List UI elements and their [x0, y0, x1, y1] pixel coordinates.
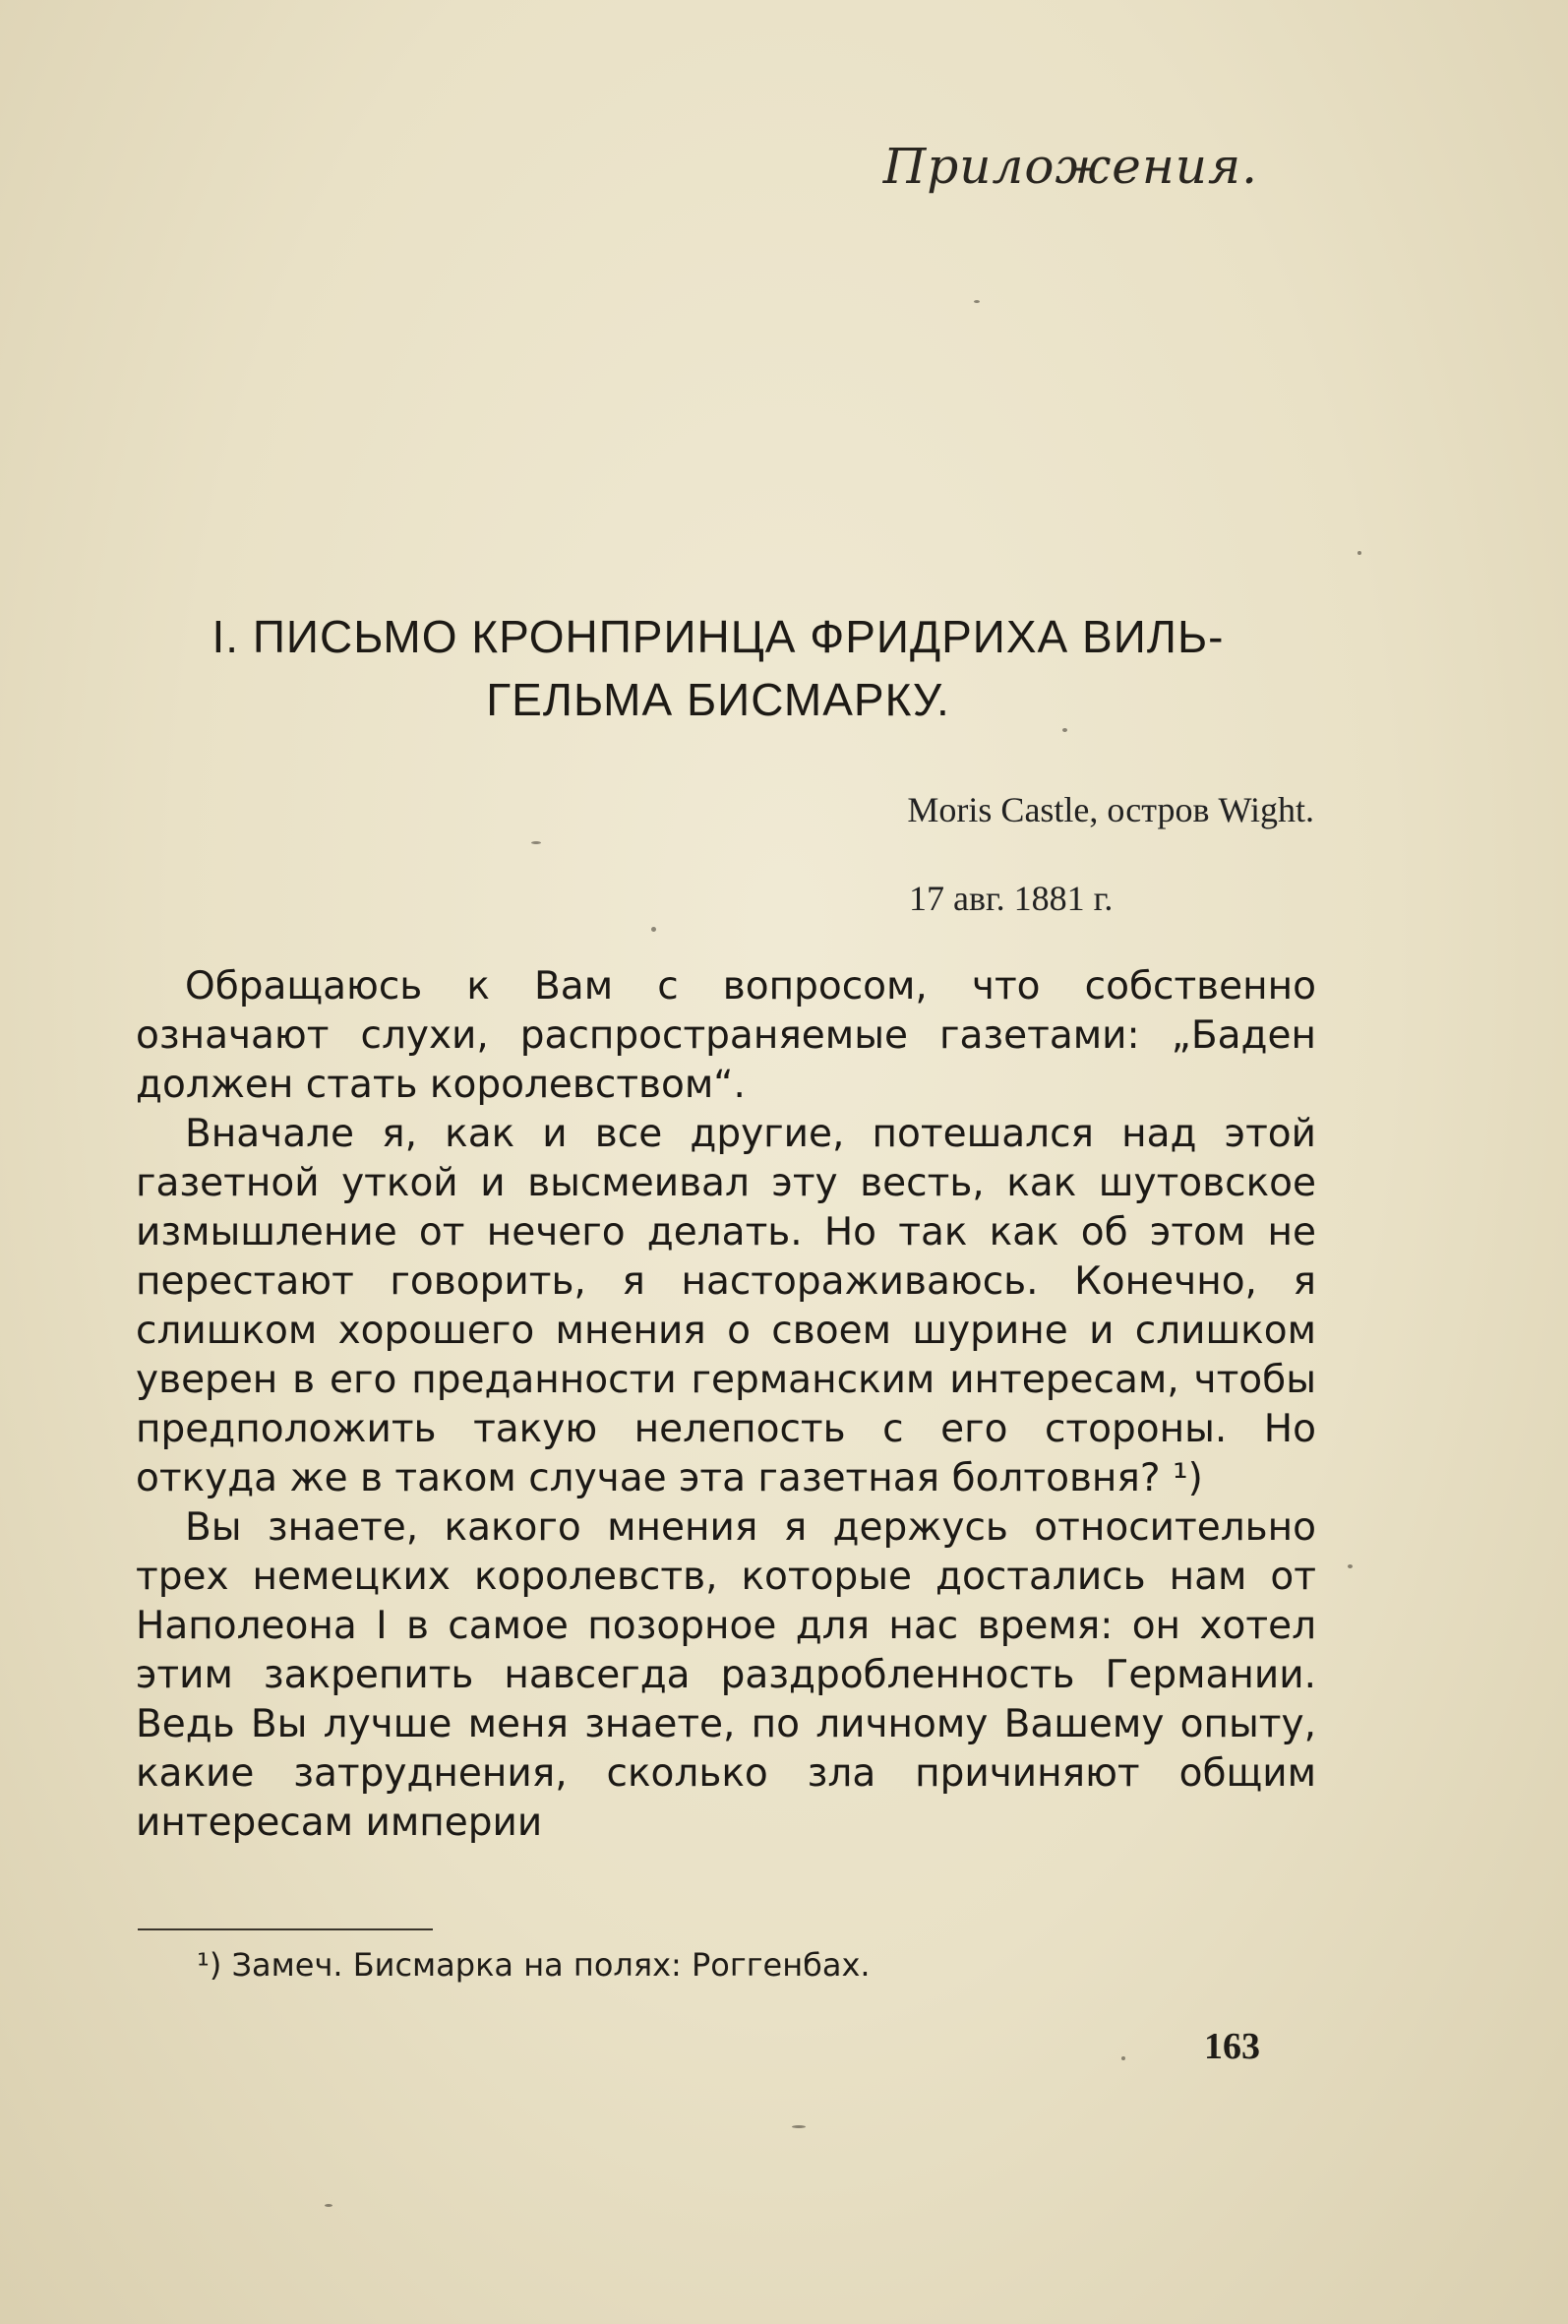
paper-speck — [325, 2204, 332, 2207]
chapter-title-line-2: ГЕЛЬМА БИСМАРКУ. — [486, 674, 950, 725]
paper-speck — [651, 927, 656, 932]
footnote: ¹) Замеч. Бисмарка на полях: Роггенбах. — [197, 1946, 871, 1984]
paragraph: Вначале я, как и все другие, потешался над этой газетной уткой и высмеивал эту весть, как шутовское измышление от нечего делать. Но так как об этом не перестают говорить, я настораживаюсь. Конечно, я слишком хорошего мнения о своем шурине и слишком уверен в его преданности германским интересам, чтобы предположить такую нелепость с его стороны. Но откуда же в таком случае эта газетная болтовня? ¹) — [136, 1112, 1316, 1500]
paper-speck — [1062, 728, 1067, 732]
paper-speck — [531, 841, 541, 844]
letter-date: 17 авг. 1881 г. — [909, 879, 1114, 918]
page-number: 163 — [1204, 2026, 1260, 2067]
paragraph: Вы знаете, какого мнения я держусь относительно трех немецких королевств, которые достались нам от Наполеона I в самое позорное для нас время: он хотел этим закрепить навсегда раздробленность Германии. Ведь Вы лучше меня знаете, по личному Вашему опыту, какие затруднения, сколько зла причиняют общим интересам империи — [136, 1505, 1316, 1845]
letter-body — [136, 962, 1316, 1848]
paper-speck — [974, 300, 980, 303]
footnote-divider — [138, 1928, 433, 1930]
paragraph: Обращаюсь к Вам с вопросом, что собственно означают слухи, распространяемые газетами: „Баден должен стать королевством“. — [136, 964, 1316, 1107]
letter-place: Moris Castle, остров Wight. — [907, 790, 1314, 829]
chapter-title-line-1: I. ПИСЬМО КРОНПРИНЦА ФРИДРИХА ВИЛЬ- — [211, 611, 1225, 662]
chapter-title — [167, 605, 1269, 731]
paper-speck — [1348, 1564, 1353, 1568]
paper-speck — [792, 2125, 806, 2128]
paper-speck — [1357, 551, 1361, 555]
paper-speck — [1121, 2056, 1125, 2060]
running-head: Приложения. — [882, 138, 1258, 195]
